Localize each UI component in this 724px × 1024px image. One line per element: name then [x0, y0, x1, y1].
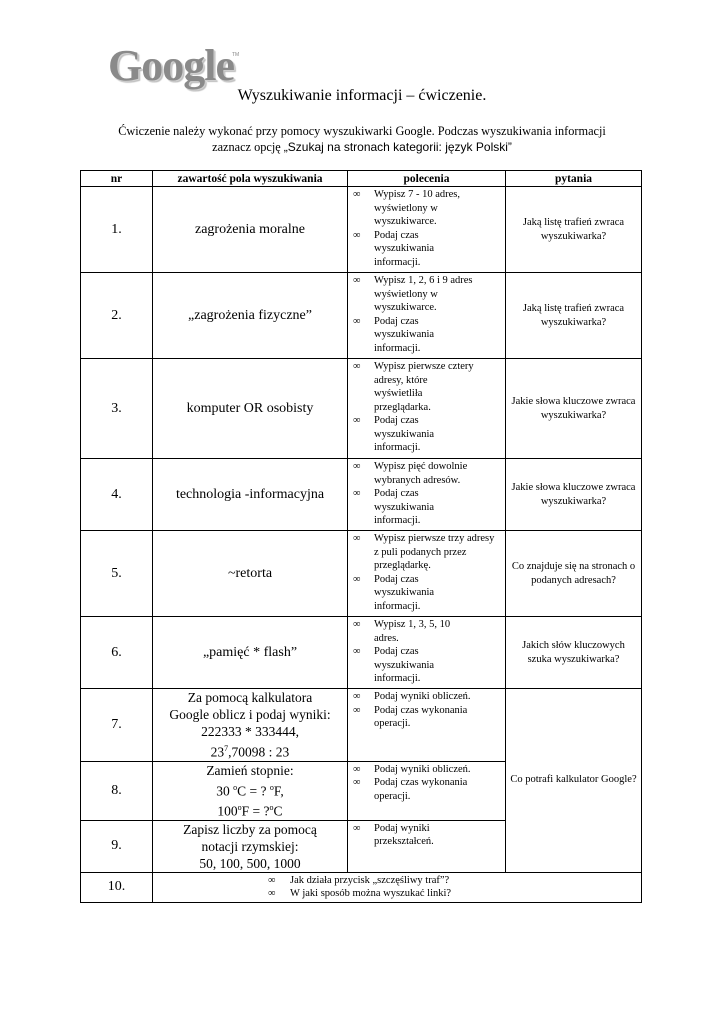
infinity-bullet-icon: ∞: [353, 646, 361, 657]
polecenie-item: ∞ Wypisz pierwsze cztery adresy, które wyświetliła przeglądarka.: [353, 361, 474, 413]
polecenie-item: ∞ Podaj wyniki obliczeń.: [353, 763, 471, 775]
infinity-bullet-icon: ∞: [353, 189, 361, 200]
header-zawartosc: zawartość pola wyszukiwania: [153, 171, 348, 187]
infinity-bullet-icon: ∞: [353, 763, 361, 775]
row-nr: 8.: [81, 761, 153, 820]
row-nr: 4.: [81, 459, 153, 531]
infinity-bullet-icon: ∞: [353, 488, 361, 499]
row-zawartosc: Zamień stopnie: 30 $^o$C = ? $^o$F, $100^oF$ = ?$^o$C: [153, 761, 348, 820]
table-row: [81, 187, 642, 273]
row-polecenia: [348, 273, 506, 359]
exercise-table: [80, 170, 642, 903]
polecenie-item: ∞ Wypisz 1, 2, 6 i 9 adres wyświetlony w wyszukiwarce.: [353, 275, 473, 313]
row-polecenia: [348, 359, 506, 459]
infinity-bullet-icon: ∞: [353, 229, 361, 241]
row-nr: 7.: [81, 689, 153, 762]
infinity-bullet-icon: ∞: [353, 415, 361, 426]
polecenie-item: ∞ Wypisz pięć dowolnie wybranych adresów.: [353, 461, 468, 486]
row-polecenia: [348, 459, 506, 531]
table-row: [81, 617, 642, 689]
polecenie-item: ∞ Podaj czas wykonania operacji.: [353, 777, 468, 802]
row-pytanie: Jakich słów kluczowych szuka wyszukiwarka?: [506, 617, 642, 689]
row-pytanie: Co potrafi kalkulator Google?: [506, 689, 642, 873]
polecenie-item: ∞ Podaj czas wyszukiwania informacji.: [353, 573, 435, 612]
row-zawartosc: Za pomocą kalkulatora Google oblicz i podaj wyniki: 222333 * 333444, $23^7,70098$ : 23: [153, 689, 348, 762]
polecenie-item: ∞ Podaj czas wyszukiwania informacji.: [353, 229, 435, 268]
intro-paragraph: [60, 123, 664, 155]
table-header-row: [81, 171, 642, 187]
row-nr: 2.: [81, 273, 153, 359]
infinity-bullet-icon: ∞: [268, 874, 276, 886]
table-row: [81, 459, 642, 531]
polecenie-item: ∞ Wypisz pierwsze trzy adresy z puli podanych przez przeglądarkę.: [353, 533, 495, 571]
row-zawartosc: „zagrożenia fizyczne”: [153, 273, 348, 359]
row-nr: 5.: [81, 531, 153, 617]
intro-line-2-prefix: zaznacz opcję: [212, 140, 284, 154]
infinity-bullet-icon: ∞: [353, 704, 361, 716]
row-zawartosc: zagrożenia moralne: [153, 187, 348, 273]
infinity-bullet-icon: ∞: [353, 533, 361, 544]
header-nr: nr: [81, 171, 153, 187]
logo-trademark: TM: [232, 52, 240, 58]
intro-line-1: Ćwiczenie należy wykonać przy pomocy wyszukiwarki Google. Podczas wyszukiwania informacji: [118, 124, 606, 138]
row-polecenia: [348, 531, 506, 617]
google-logo: [108, 42, 238, 90]
row-pytanie: Co znajduje się na stronach o podanych adresach?: [506, 531, 642, 617]
polecenie-item: ∞ Podaj czas wykonania operacji.: [353, 704, 468, 729]
infinity-bullet-icon: ∞: [353, 619, 361, 630]
table-row: [81, 531, 642, 617]
table-row: [81, 689, 642, 762]
polecenie-item: ∞ Podaj czas wyszukiwania informacji.: [353, 315, 435, 354]
row-nr: 3.: [81, 359, 153, 459]
row-polecenia: [348, 820, 506, 872]
page-title: Wyszukiwanie informacji – ćwiczenie.: [237, 87, 487, 104]
row-pytanie: Jaką listę trafień zwraca wyszukiwarka?: [506, 187, 642, 273]
intro-option-text: „Szukaj na stronach kategorii: język Polski”: [283, 140, 512, 154]
row-zawartosc: komputer OR osobisty: [153, 359, 348, 459]
row-pytanie: Jakie słowa kluczowe zwraca wyszukiwarka?: [506, 459, 642, 531]
row-nr: 1.: [81, 187, 153, 273]
row-zawartosc: ~retorta: [153, 531, 348, 617]
row-nr: 6.: [81, 617, 153, 689]
table-row: [81, 359, 642, 459]
row-polecenia: [348, 761, 506, 820]
polecenie-item: ∞ Podaj czas wyszukiwania informacji.: [353, 488, 435, 526]
infinity-bullet-icon: ∞: [353, 822, 361, 834]
polecenie-item: ∞ Podaj wyniki przekształceń.: [353, 822, 434, 847]
table-row: [81, 273, 642, 359]
row-10-line: ∞ Jak działa przycisk „szczęśliwy traf”?: [268, 874, 450, 886]
polecenie-item: ∞ Wypisz 1, 3, 5, 10 adres.: [353, 619, 451, 644]
row-polecenia: [348, 689, 506, 762]
row-polecenia: [348, 617, 506, 689]
row-nr: 9.: [81, 820, 153, 872]
row-zawartosc: technologia -informacyjna: [153, 459, 348, 531]
header-pytania: pytania: [506, 171, 642, 187]
infinity-bullet-icon: ∞: [353, 573, 361, 585]
infinity-bullet-icon: ∞: [353, 461, 361, 472]
infinity-bullet-icon: ∞: [353, 361, 361, 372]
polecenie-item: ∞ Podaj wyniki obliczeń.: [353, 691, 471, 702]
polecenie-item: ∞ Wypisz 7 - 10 adres, wyświetlony w wyszukiwarce.: [353, 189, 460, 227]
infinity-bullet-icon: ∞: [353, 691, 361, 702]
table-row: [81, 872, 642, 902]
row-pytanie: Jaką listę trafień zwraca wyszukiwarka?: [506, 273, 642, 359]
row-polecenia: [348, 187, 506, 273]
row-10-content: [153, 872, 642, 902]
row-zawartosc: Zapisz liczby za pomocą notacji rzymskiej: 50, 100, 500, 1000: [153, 820, 348, 872]
google-logo-text: Google: [108, 41, 234, 90]
row-nr: 10.: [81, 872, 153, 902]
header-polecenia: polecenia: [348, 171, 506, 187]
row-10-line: ∞ W jaki sposób można wyszukać linki?: [268, 888, 452, 899]
infinity-bullet-icon: ∞: [353, 275, 361, 286]
infinity-bullet-icon: ∞: [353, 315, 361, 327]
polecenie-item: ∞ Podaj czas wyszukiwania informacji.: [353, 646, 435, 684]
polecenie-item: ∞ Podaj czas wyszukiwania informacji.: [353, 415, 435, 453]
infinity-bullet-icon: ∞: [268, 888, 276, 899]
infinity-bullet-icon: ∞: [353, 777, 361, 788]
row-zawartosc: „pamięć * flash”: [153, 617, 348, 689]
row-pytanie: Jakie słowa kluczowe zwraca wyszukiwarka?: [506, 359, 642, 459]
